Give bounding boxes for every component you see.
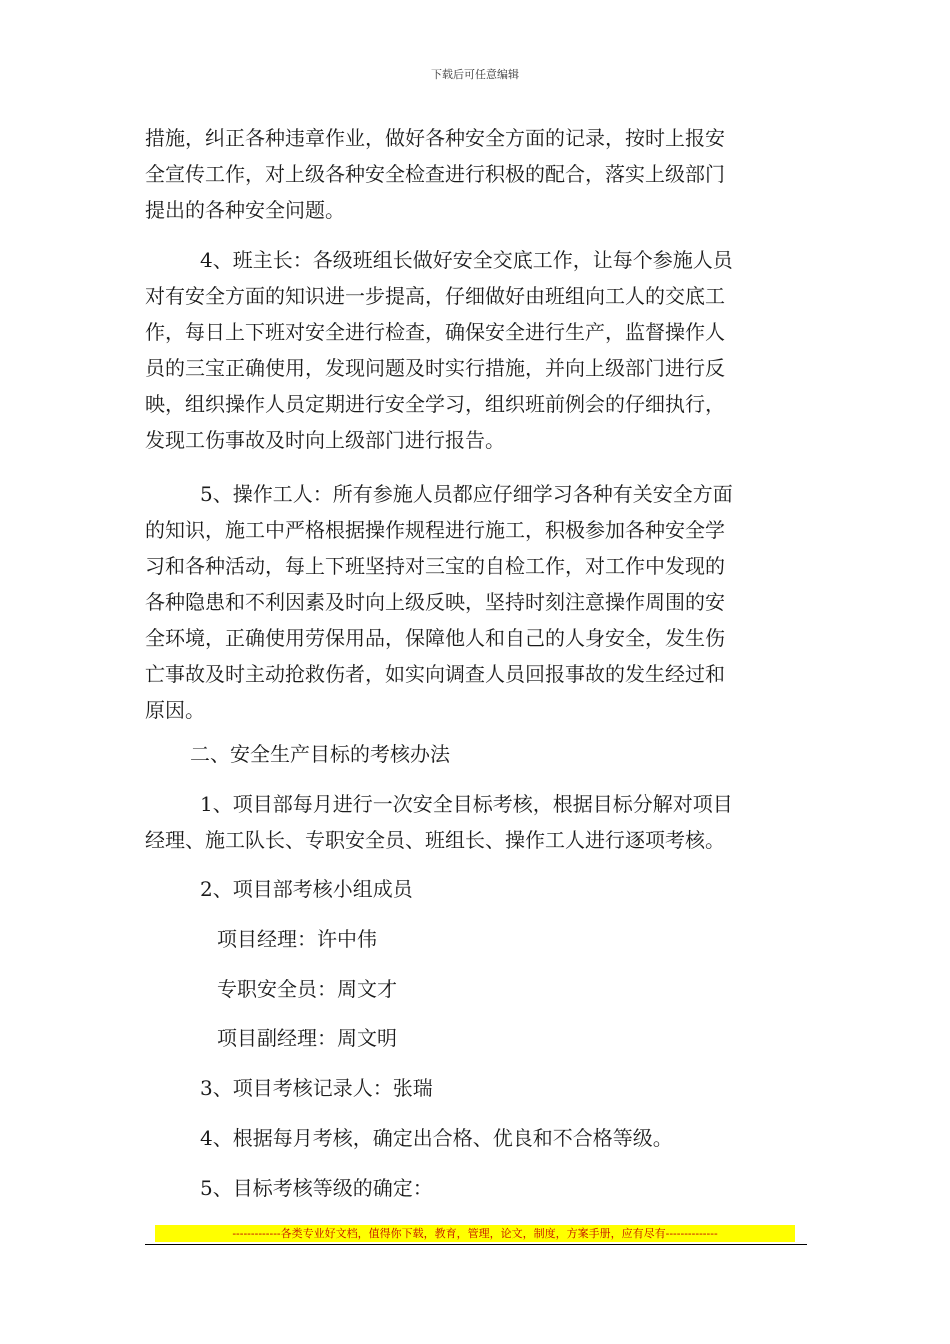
text-line: 3、项目考核记录人：张瑞 [200,1076,433,1100]
text-line: 对有安全方面的知识进一步提高，仔细做好由班组向工人的交底工 [145,284,725,308]
text-line: 原因。 [145,698,205,722]
text-line: 映，组织操作人员定期进行安全学习，组织班前例会的仔细执行， [145,392,725,416]
text-line: 全环境，正确使用劳保用品，保障他人和自己的人身安全，发生伤 [145,626,725,650]
text-line: 经理、施工队长、专职安全员、班组长、操作工人进行逐项考核。 [145,828,725,852]
footer-banner: -------------各类专业好文档，值得你下载，教育，管理，论文，制度，方案手册，应有尽有-------------- [155,1225,795,1242]
text-line: 1、项目部每月进行一次安全目标考核，根据目标分解对项目 [200,792,733,816]
text-line: 5、目标考核等级的确定： [200,1176,433,1200]
text-line: 提出的各种安全问题。 [145,198,345,222]
text-line: 4、根据每月考核，确定出合格、优良和不合格等级。 [200,1126,673,1150]
text-line: 项目副经理：周文明 [217,1026,397,1050]
footer-divider [145,1244,807,1245]
text-line: 习和各种活动，每上下班坚持对三宝的自检工作，对工作中发现的 [145,554,725,578]
text-line: 员的三宝正确使用，发现问题及时实行措施，并向上级部门进行反 [145,356,725,380]
text-line: 作，每日上下班对安全进行检查，确保安全进行生产，监督操作人 [145,320,725,344]
section-heading: 二、安全生产目标的考核办法 [190,742,450,766]
page-header: 下载后可任意编辑 [431,68,519,81]
text-line: 专职安全员：周文才 [217,977,397,1001]
text-line: 亡事故及时主动抢救伤者，如实向调查人员回报事故的发生经过和 [145,662,725,686]
text-line: 的知识，施工中严格根据操作规程进行施工，积极参加各种安全学 [145,518,725,542]
text-line: 全宣传工作，对上级各种安全检查进行积极的配合，落实上级部门 [145,162,725,186]
text-line: 5、操作工人：所有参施人员都应仔细学习各种有关安全方面 [200,482,733,506]
text-line: 项目经理：许中伟 [217,927,377,951]
text-line: 措施，纠正各种违章作业，做好各种安全方面的记录，按时上报安 [145,126,725,150]
text-line: 各种隐患和不利因素及时向上级反映，坚持时刻注意操作周围的安 [145,590,725,614]
text-line: 2、项目部考核小组成员 [200,877,413,901]
text-line: 发现工伤事故及时向上级部门进行报告。 [145,428,505,452]
text-line: 4、班主长：各级班组长做好安全交底工作，让每个参施人员 [200,248,733,272]
